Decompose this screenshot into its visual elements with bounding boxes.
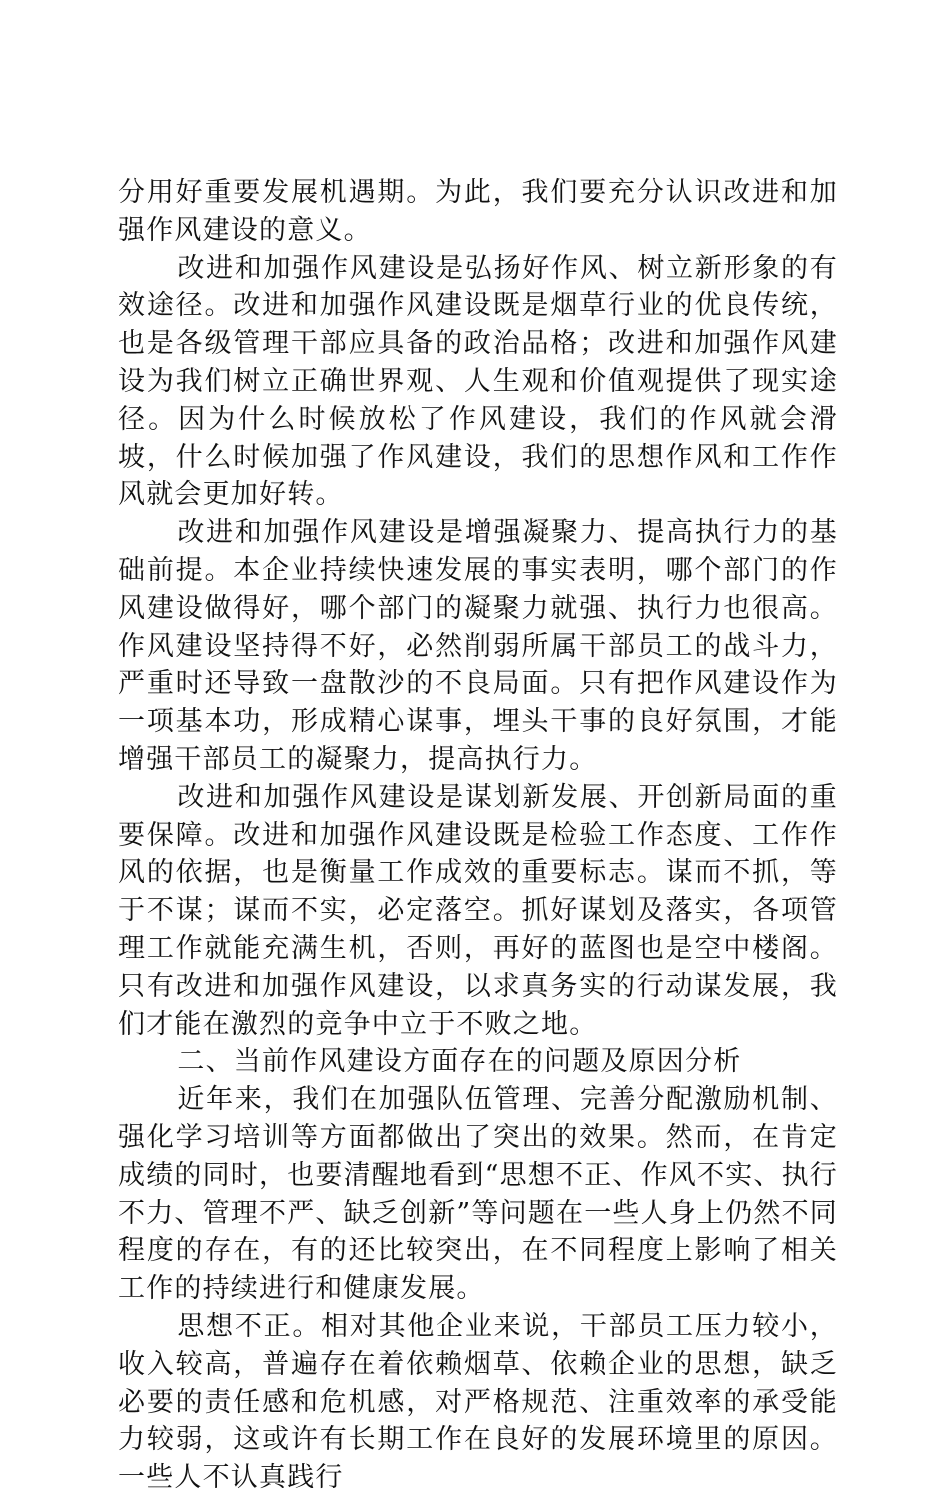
section-heading-problems: 二、当前作风建设方面存在的问题及原因分析 bbox=[177, 1046, 742, 1078]
paragraph-style-improvement-meaning: 改进和加强作风建设是弘扬好作风、树立新形象的有效途径。改进和加强作风建设既是烟草行业的优良传统，也是各级管理干部应具备的政治品格；改进和加强作风建设为我们树立正确世界观、人生观和价值观提供了现实途径。因为什么时候放松了作风建设，我们的作风就会滑坡，什么时候加强了作风建设，我们的思想作风和工作作风就会更加好转。 bbox=[118, 252, 838, 511]
paragraph-continuation: 分用好重要发展机遇期。为此，我们要充分认识改进和加强作风建设的意义。 bbox=[118, 177, 838, 246]
paragraph-thinking-incorrect: 思想不正。相对其他企业来说，干部员工压力较小，收入较高，普遍存在着依赖烟草、依赖企业的思想，缺乏必要的责任感和危机感，对严格规范、注重效率的承受能力较弱，这或许有长期工作在良好的发展环境里的原因。一些人不认真践行 bbox=[118, 1310, 838, 1494]
paragraph-development-guarantee: 改进和加强作风建设是谋划新发展、开创新局面的重要保障。改进和加强作风建设既是检验工作态度、工作作风的依据，也是衡量工作成效的重要标志。谋而不抓，等于不谋；谋而不实，必定落空。抓好谋划及落实，各项管理工作就能充满生机，否则，再好的蓝图也是空中楼阁。只有改进和加强作风建设，以求真务实的行动谋发展，我们才能在激烈的竞争中立于不败之地。 bbox=[118, 781, 838, 1040]
paragraph-cohesion-execution: 改进和加强作风建设是增强凝聚力、提高执行力的基础前提。本企业持续快速发展的事实表明，哪个部门的作风建设做得好，哪个部门的凝聚力就强、执行力也很高。作风建设坚持得不好，必然削弱所属干部员工的战斗力，严重时还导致一盘散沙的不良局面。只有把作风建设作为一项基本功，形成精心谋事，埋头干事的良好氛围，才能增强干部员工的凝聚力，提高执行力。 bbox=[118, 517, 838, 775]
document-body bbox=[118, 174, 838, 1497]
paragraph-recent-years: 近年来，我们在加强队伍管理、完善分配激励机制、强化学习培训等方面都做出了突出的效果。然而，在肯定成绩的同时，也要清醒地看到“思想不正、作风不实、执行不力、管理不严、缺乏创新”等问题在一些人身上仍然不同程度的存在，有的还比较突出，在不同程度上影响了相关工作的持续进行和健康发展。 bbox=[118, 1084, 839, 1305]
